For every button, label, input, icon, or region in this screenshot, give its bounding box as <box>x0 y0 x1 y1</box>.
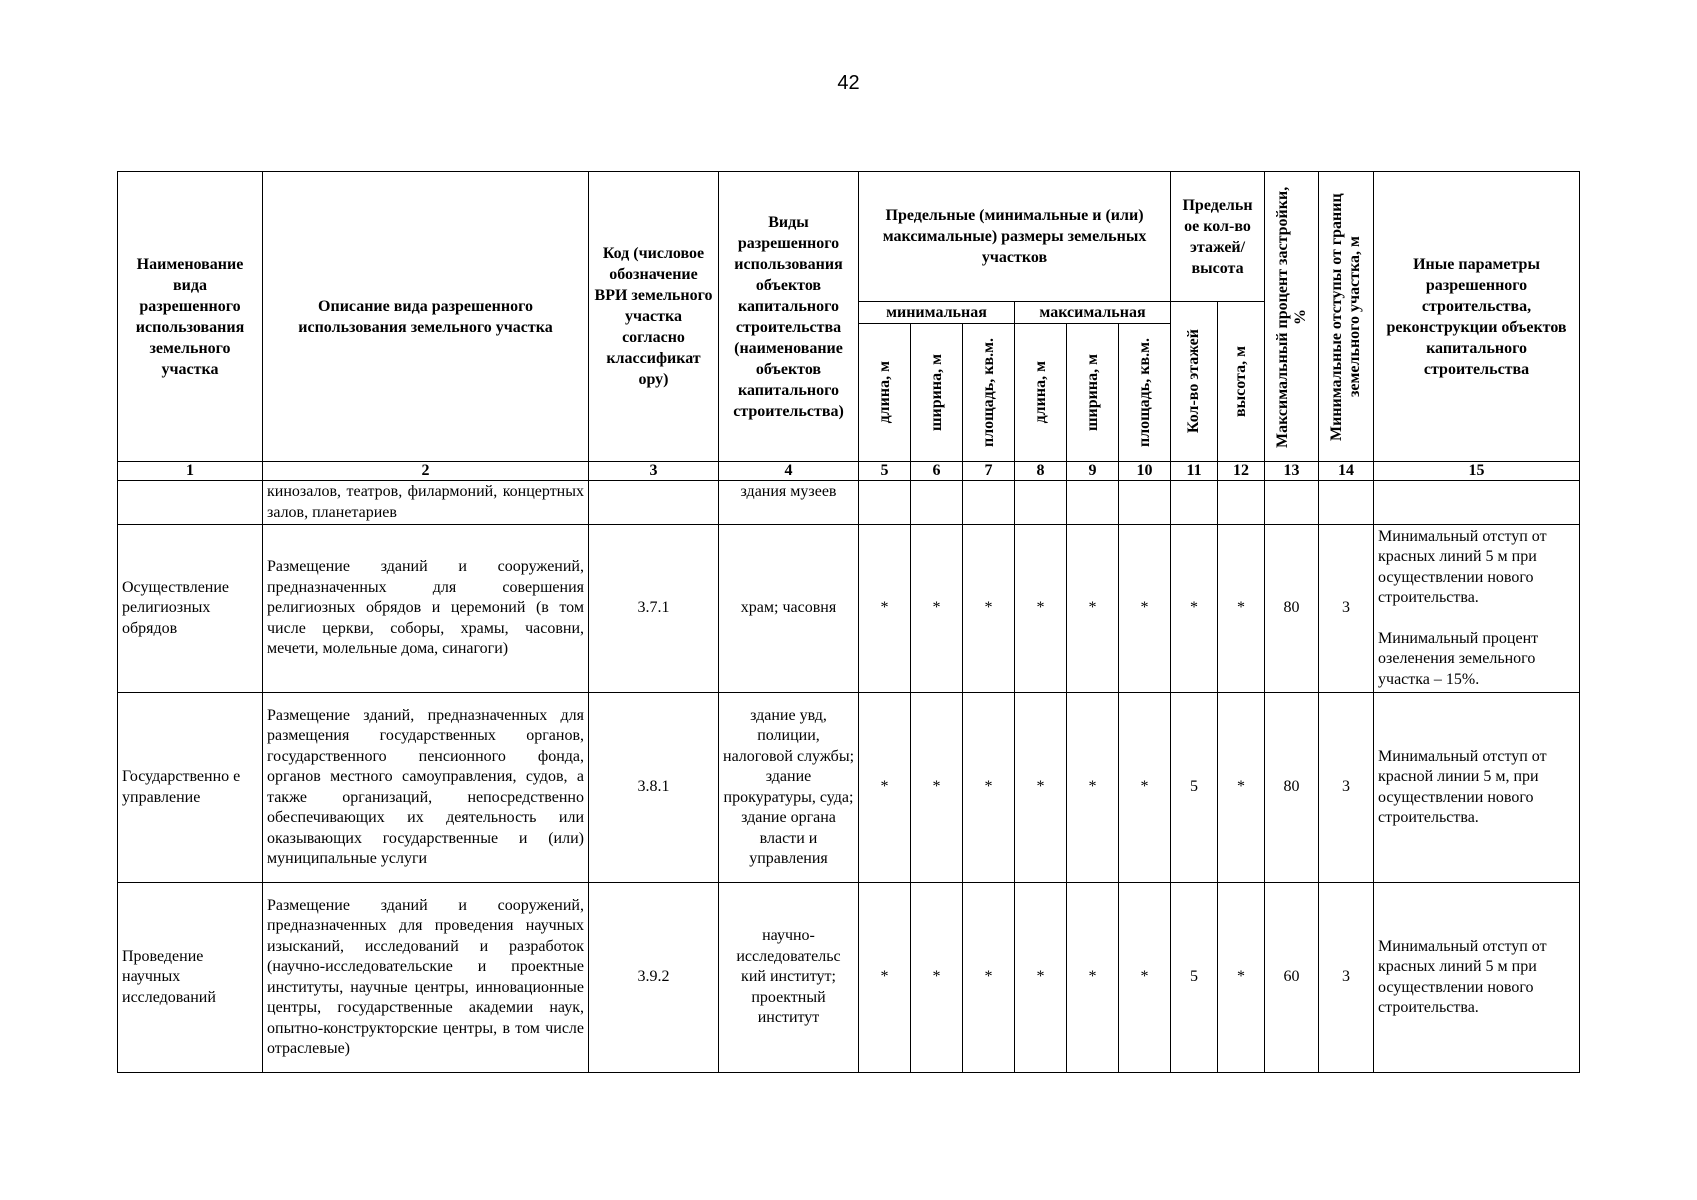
header-oks-types: Виды разрешенного использования объектов капитального строительства (наименование объектов капитального строительства) <box>719 172 859 462</box>
value-cell: 3 <box>1319 525 1374 693</box>
column-number: 1 <box>118 462 263 481</box>
value-cell: * <box>859 883 911 1073</box>
value-cell: * <box>963 693 1015 883</box>
vri-description: Размещение зданий и сооружений, предназначенных для проведения научных изысканий, исследований и разработок (научно-исследовательские и проектные институты, научные центры, инновационные центры, государственные академии наук, опытно-конструкторские центры, в том числе отраслевые) <box>263 883 589 1073</box>
value-cell: * <box>1067 693 1119 883</box>
column-number: 13 <box>1265 462 1319 481</box>
value-cell: * <box>1119 883 1171 1073</box>
column-number: 12 <box>1218 462 1265 481</box>
header-minimal: минимальная <box>859 302 1015 324</box>
value-cell: * <box>963 525 1015 693</box>
table-row <box>118 693 1580 883</box>
vri-code: 3.7.1 <box>589 525 719 693</box>
value-cell: * <box>963 883 1015 1073</box>
regulations-table <box>117 171 1580 1073</box>
value-cell: 80 <box>1265 693 1319 883</box>
column-number: 8 <box>1015 462 1067 481</box>
column-number: 5 <box>859 462 911 481</box>
vri-code <box>589 481 719 525</box>
vri-code: 3.9.2 <box>589 883 719 1073</box>
oks-types: храм; часовня <box>719 525 859 693</box>
vri-description: кинозалов, театров, филармоний, концертных залов, планетариев <box>263 481 589 525</box>
value-cell <box>911 481 963 525</box>
vri-name <box>118 481 263 525</box>
header-vri-name: Наименование вида разрешенного использования земельного участка <box>118 172 263 462</box>
header-maximal: максимальная <box>1015 302 1171 324</box>
vri-name: Проведение научных исследований <box>118 883 263 1073</box>
other-params-setback: Минимальный отступ от красных линий 5 м при осуществлении нового строительства. <box>1378 527 1547 607</box>
table-row <box>118 883 1580 1073</box>
vri-description: Размещение зданий и сооружений, предназначенных для совершения религиозных обрядов и церемоний (в том числе церкви, соборы, храмы, часовни, мечети, молельные дома, синагоги) <box>263 525 589 693</box>
other-params: Минимальный отступ от красных линий 5 м при осуществлении нового строительства. <box>1374 883 1580 1073</box>
header-plot-sizes: Предельные (минимальные и (или) максимальные) размеры земельных участков <box>859 172 1171 302</box>
value-cell: * <box>1218 883 1265 1073</box>
oks-types: здание увд, полиции, налоговой службы; здание прокуратуры, суда; здание органа власти и управления <box>719 693 859 883</box>
header-code: Код (числовое обозначение ВРИ земельного участка согласно классификат ору) <box>589 172 719 462</box>
value-cell: 80 <box>1265 525 1319 693</box>
value-cell: * <box>1171 525 1218 693</box>
header-max-area: площадь, кв.м. <box>1119 324 1171 462</box>
value-cell: 3 <box>1319 693 1374 883</box>
header-min-setback: Минимальные отступы от границ земельного участка, м <box>1319 172 1374 462</box>
table-row <box>118 525 1580 693</box>
column-number: 4 <box>719 462 859 481</box>
header-other-params: Иные параметры разрешенного строительства, реконструкции объектов капитального строительства <box>1374 172 1580 462</box>
value-cell: * <box>911 693 963 883</box>
value-cell: * <box>1015 693 1067 883</box>
value-cell: * <box>1067 525 1119 693</box>
value-cell <box>1319 481 1374 525</box>
column-number: 15 <box>1374 462 1580 481</box>
header-floors-group: Предельн ое кол-во этажей/ высота <box>1171 172 1265 302</box>
column-number: 6 <box>911 462 963 481</box>
column-number: 11 <box>1171 462 1218 481</box>
value-cell: * <box>1067 883 1119 1073</box>
value-cell <box>859 481 911 525</box>
column-number: 10 <box>1119 462 1171 481</box>
header-min-width: ширина, м <box>911 324 963 462</box>
value-cell: * <box>911 883 963 1073</box>
value-cell: 3 <box>1319 883 1374 1073</box>
value-cell: 5 <box>1171 693 1218 883</box>
value-cell: * <box>1119 525 1171 693</box>
value-cell: * <box>1015 525 1067 693</box>
other-params <box>1374 481 1580 525</box>
oks-types: здания музеев <box>719 481 859 525</box>
page-number: 42 <box>837 72 860 94</box>
value-cell: 60 <box>1265 883 1319 1073</box>
value-cell: 5 <box>1171 883 1218 1073</box>
value-cell <box>1119 481 1171 525</box>
column-number: 2 <box>263 462 589 481</box>
column-number: 9 <box>1067 462 1119 481</box>
value-cell: * <box>859 693 911 883</box>
oks-types: научно-исследовательс кий институт; проектный институт <box>719 883 859 1073</box>
table-row <box>118 481 1580 525</box>
column-number: 14 <box>1319 462 1374 481</box>
header-floors: Кол-во этажей <box>1171 302 1218 462</box>
header-description: Описание вида разрешенного использования земельного участка <box>263 172 589 462</box>
header-min-length: длина, м <box>859 324 911 462</box>
vri-name: Осуществление религиозных обрядов <box>118 525 263 693</box>
header-max-percent: Максимальный процент застройки, % <box>1265 172 1319 462</box>
other-params: Минимальный отступ от красной линии 5 м, при осуществлении нового строительства. <box>1374 693 1580 883</box>
column-number: 7 <box>963 462 1015 481</box>
value-cell: * <box>859 525 911 693</box>
value-cell: * <box>1119 693 1171 883</box>
other-params <box>1374 525 1580 693</box>
vri-name: Государственно е управление <box>118 693 263 883</box>
other-params-greening: Минимальный процент озеленения земельного участка – 15%. <box>1378 629 1539 688</box>
header-max-length: длина, м <box>1015 324 1067 462</box>
header-min-area: площадь, кв.м. <box>963 324 1015 462</box>
value-cell: * <box>1015 883 1067 1073</box>
vri-code: 3.8.1 <box>589 693 719 883</box>
value-cell <box>1015 481 1067 525</box>
value-cell <box>1218 481 1265 525</box>
value-cell <box>1067 481 1119 525</box>
value-cell <box>1171 481 1218 525</box>
header-max-width: ширина, м <box>1067 324 1119 462</box>
value-cell: * <box>1218 693 1265 883</box>
value-cell <box>963 481 1015 525</box>
header-height: высота, м <box>1218 302 1265 462</box>
value-cell <box>1265 481 1319 525</box>
column-numbers-row <box>118 462 1580 481</box>
value-cell: * <box>911 525 963 693</box>
column-number: 3 <box>589 462 719 481</box>
value-cell: * <box>1218 525 1265 693</box>
vri-description: Размещение зданий, предназначенных для размещения государственных органов, государственного пенсионного фонда, органов местного самоуправления, судов, а также организаций, непосредственно обеспечивающих их деятельность или оказывающих государственные и (или) муниципальные услуги <box>263 693 589 883</box>
